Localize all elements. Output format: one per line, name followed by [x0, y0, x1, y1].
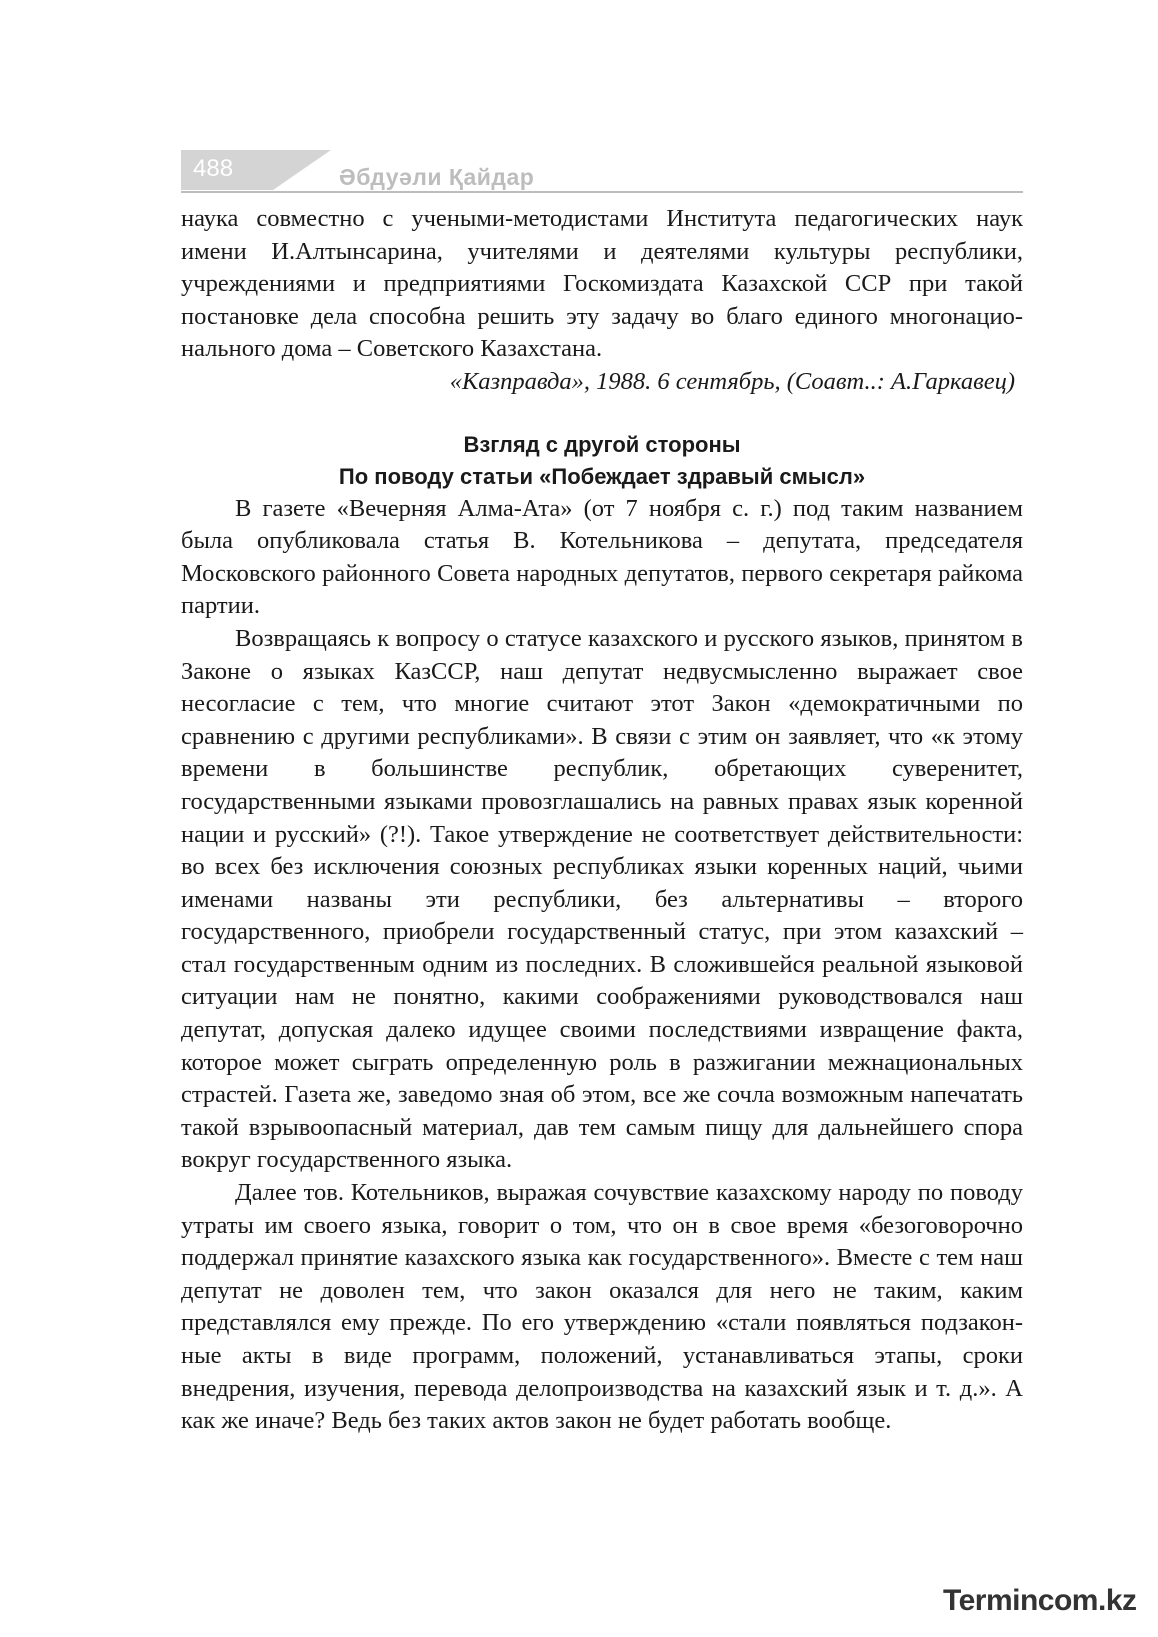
article-subtitle: По поводу статьи «Побеждает здравый смысл» — [338, 463, 866, 489]
header-rule — [181, 191, 1023, 193]
article-title: Взгляд с другой стороны — [463, 431, 741, 457]
intro-paragraph: наука совместно с учеными-методистами Института педагогических наук имени И.Алтынсарина, учителями и деятелями культуры республики, учреждениями и предприятиями Госкомиздата Казахской ССР при такой постановке дела способна решить эту задачу во благо единого многонационального дома – Советского Казахстана. — [181, 205, 1023, 363]
page-number: 488 — [181, 150, 273, 190]
site-watermark: Termincom.kz — [943, 1584, 1137, 1617]
page-body — [181, 203, 1023, 1438]
citation: «Казправда», 1988. 6 сентябрь, (Соавт..: А.Гаркавец) — [449, 367, 1015, 395]
page-tab-decoration — [273, 150, 331, 190]
running-head-author: Әбдуәли Қайдар — [339, 164, 535, 190]
article-paragraph: В газете «Вечерняя Алма-Ата» (от 7 ноября с. г.) под таким названием была опубликовала статья В. Котельникова – депутата, председателя Московского районного Совета народных депутатов, первого секретаря райкома партии. — [181, 494, 1023, 620]
page-header — [181, 150, 1023, 196]
article-paragraph: Возвращаясь к вопросу о статусе казахского и русского языков, принятом в Законе о языках КазССР, наш депутат недвусмысленно выражает свое несогласие с тем, что многие считают этот Закон «демократичными по сравнению с другими республиками». В связи с этим он заявляет, что «к этому времени в большинстве республик, обретающих суверенитет, государственными языками провозглашались на равных правах язык коренной нации и русский» (?!). Такое утверждение не соответствует действительности: во всех без исключения союзных республиках языки коренных наций, чьими именами названы эти республики, без альтернативы – второго государственного, приобрели государственный статус, при этом казахский – стал государственным одним из последних. В сложившейся реальной языковой ситуации нам не понятно, какими соображениями руководствовался наш депутат, допуская далеко идущее своими последствиями извращение факта, которое может сыграть определенную роль в разжигании межнациональных страстей. Газета же, заведомо зная об этом, все же сочла возможным напечатать такой взрывоопасный материал, дав тем самым пищу для дальнейшего спора вокруг государственного языка. — [181, 624, 1023, 1174]
article-paragraph: Далее тов. Котельников, выражая сочувствие казахскому народу по поводу утраты им своего языка, говорит о том, что он в свое время «безоговорочно поддержал принятие казахского языка как государственного». Вместе с тем наш депутат не доволен тем, что закон оказался для него не таким, каким представлялся ему прежде. По его утверждению «стали появляться подзаконные акты в виде программ, положений, устанавливаться этапы, сроки внедрения, изучения, перевода делопроизводства на казахский язык и т. д.». А как же иначе? Ведь без таких актов закон не будет работать вообще. — [181, 1179, 1023, 1435]
